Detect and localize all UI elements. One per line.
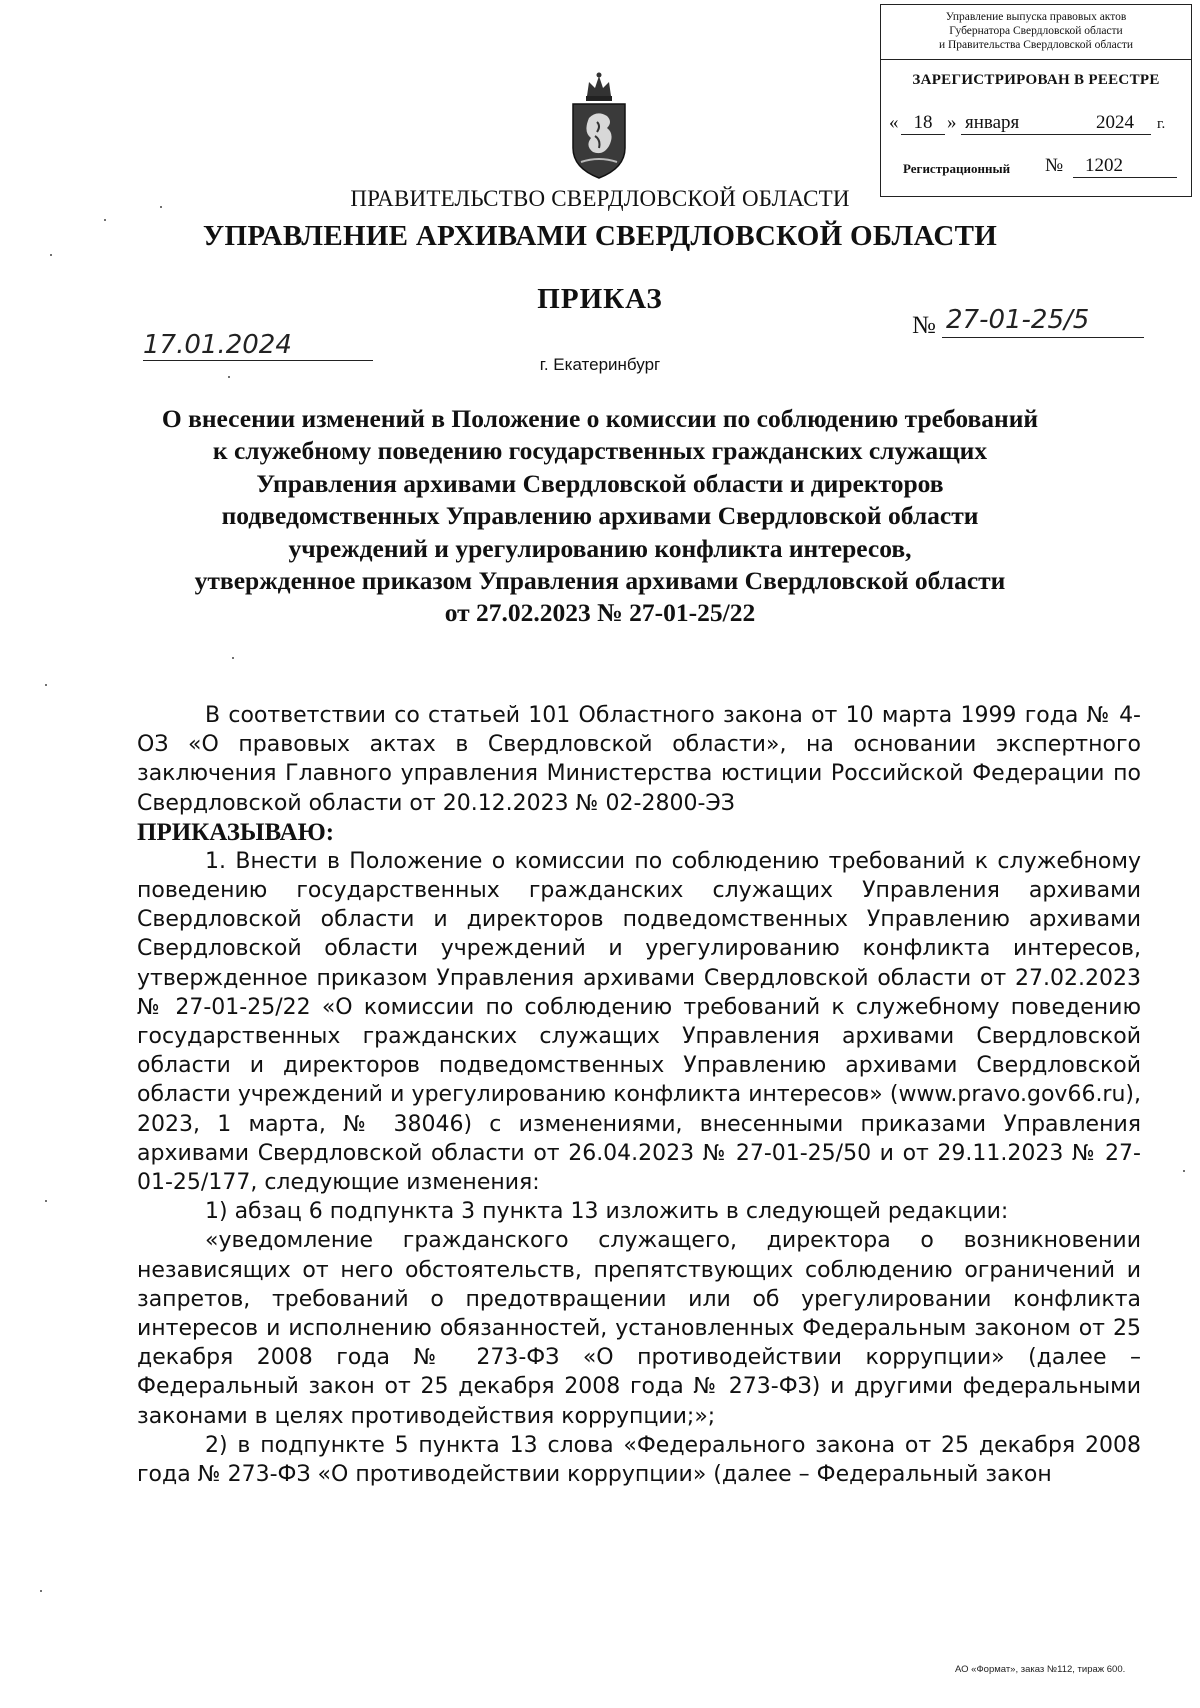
heading-line: подведомственных Управлению архивами Свердловской области	[221, 501, 979, 531]
stamp-header-line: Управление выпуска правовых актов	[945, 11, 1127, 23]
stamp-title: ЗАРЕГИСТРИРОВАН В РЕЕСТРЕ	[912, 72, 1160, 88]
scan-speck	[228, 376, 230, 378]
stamp-header-line: Губернатора Свердловской области	[949, 25, 1123, 37]
registration-stamp	[880, 4, 1192, 197]
stamp-year: 2024	[1079, 112, 1151, 135]
number-label: №	[912, 312, 936, 339]
heading-line: Управления архивами Свердловской области и директоров	[256, 468, 944, 498]
quote-1-paragraph: «уведомление гражданского служащего, директора о возникновении независящих от него обстоятельств, препятствующих соблюдению ограничений и запретов, требований о предотвращении или об урегулировании конфликта интересов и исполнению обязанностей, установленных Федеральным законом от 25 декабря 2008 года № 273-ФЗ «О противодействии коррупции» (далее – Федеральный закон от 25 декабря 2008 года № 273-ФЗ) и другими федеральными законами в целях противодействия коррупции;»;	[137, 1228, 1141, 1429]
stamp-header-line: и Правительства Свердловской области	[938, 39, 1134, 51]
handwritten-date: 17.01.2024	[143, 330, 373, 361]
item-1-paragraph: 1. Внести в Положение о комиссии по соблюдению требований к служебному поведению государственных гражданских служащих Управления архивами Свердловской области и директоров подведомственных Управлению архивами Свердловской области учреждений и урегулированию конфликта интересов, утвержденное приказом Управления архивами Свердловской области от 27.02.2023 № 27-01-25/22 «О комиссии по соблюдению требований к служебному поведению государственных гражданских служащих Управления архивами Свердловской области и директоров подведомственных Управлению архивами Свердловской области учреждений и урегулированию конфликта интересов» (www.pravo.gov66.ru), 2023, 1 марта, № 38046) с изменениями, внесенными приказами Управления архивами Свердловской области от 26.04.2023 № 27-01-25/50 и от 29.11.2023 № 27-01-25/177, следующие изменения:	[137, 848, 1141, 1196]
stamp-reg-label: Регистрационный	[903, 161, 1011, 176]
heading-line: учреждений и урегулированию конфликта интересов,	[288, 533, 912, 563]
heading-line: от 27.02.2023 № 27-01-25/22	[444, 598, 756, 628]
stamp-close-quote: »	[947, 112, 957, 133]
city-text: г. Екатеринбург	[539, 355, 661, 374]
department-name: УПРАВЛЕНИЕ АРХИВАМИ СВЕРДЛОВСКОЙ ОБЛАСТИ	[202, 220, 998, 252]
scan-speck	[1183, 1170, 1185, 1172]
city	[0, 355, 1200, 375]
order-word: ПРИКАЗЫВАЮ:	[137, 818, 335, 846]
stamp-header	[881, 5, 1191, 60]
stamp-open-quote: «	[889, 112, 899, 133]
scan-speck	[232, 657, 234, 659]
scan-speck	[104, 219, 106, 221]
stamp-year-suffix: г.	[1157, 116, 1166, 132]
scan-speck	[160, 206, 162, 208]
preamble-paragraph: В соответствии со статьей 101 Областного закона от 10 марта 1999 года № 4-ОЗ «О правовых актах в Свердловской области», на основании экспертного заключения Главного управления Министерства юстиции Российской Федерации по Свердловской области от 20.12.2023 № 02-2800-ЭЗ	[137, 703, 1141, 816]
scan-speck	[45, 1200, 47, 1202]
scan-speck	[40, 1590, 42, 1592]
heading-line: О внесении изменений в Положение о комиссии по соблюдению требований	[161, 404, 1039, 433]
scan-speck	[50, 254, 52, 256]
stamp-reg-no-sign: №	[1045, 155, 1064, 176]
stamp-day: 18	[901, 112, 945, 135]
stamp-month: января	[961, 112, 1079, 135]
government-name	[0, 186, 1200, 212]
document-type: ПРИКАЗ	[537, 283, 663, 315]
government-name-text: ПРАВИТЕЛЬСТВО СВЕРДЛОВСКОЙ ОБЛАСТИ	[350, 186, 850, 211]
heading-line: утвержденное приказом Управления архивами Свердловской области	[194, 566, 1006, 596]
subitem-2-paragraph: 2) в подпункте 5 пункта 13 слова «Федерального закона от 25 декабря 2008 года № 273-ФЗ «О противодействии коррупции» (далее – Федеральный закон	[137, 1432, 1141, 1488]
coat-of-arms-emblem	[567, 70, 631, 180]
subitem-1-paragraph: 1) абзац 6 подпункта 3 пункта 13 изложить в следующей редакции:	[205, 1199, 1009, 1225]
handwritten-number: 27-01-25/5	[942, 305, 1144, 338]
print-note: АО «Формат», заказ №112, тираж 600.	[955, 1664, 1126, 1675]
document-body	[137, 701, 1141, 1489]
order-heading	[100, 403, 1100, 630]
scan-speck	[45, 684, 47, 686]
heading-line: к служебному поведению государственных гражданских служащих	[212, 436, 988, 466]
stamp-reg-number: 1202	[1073, 155, 1177, 178]
